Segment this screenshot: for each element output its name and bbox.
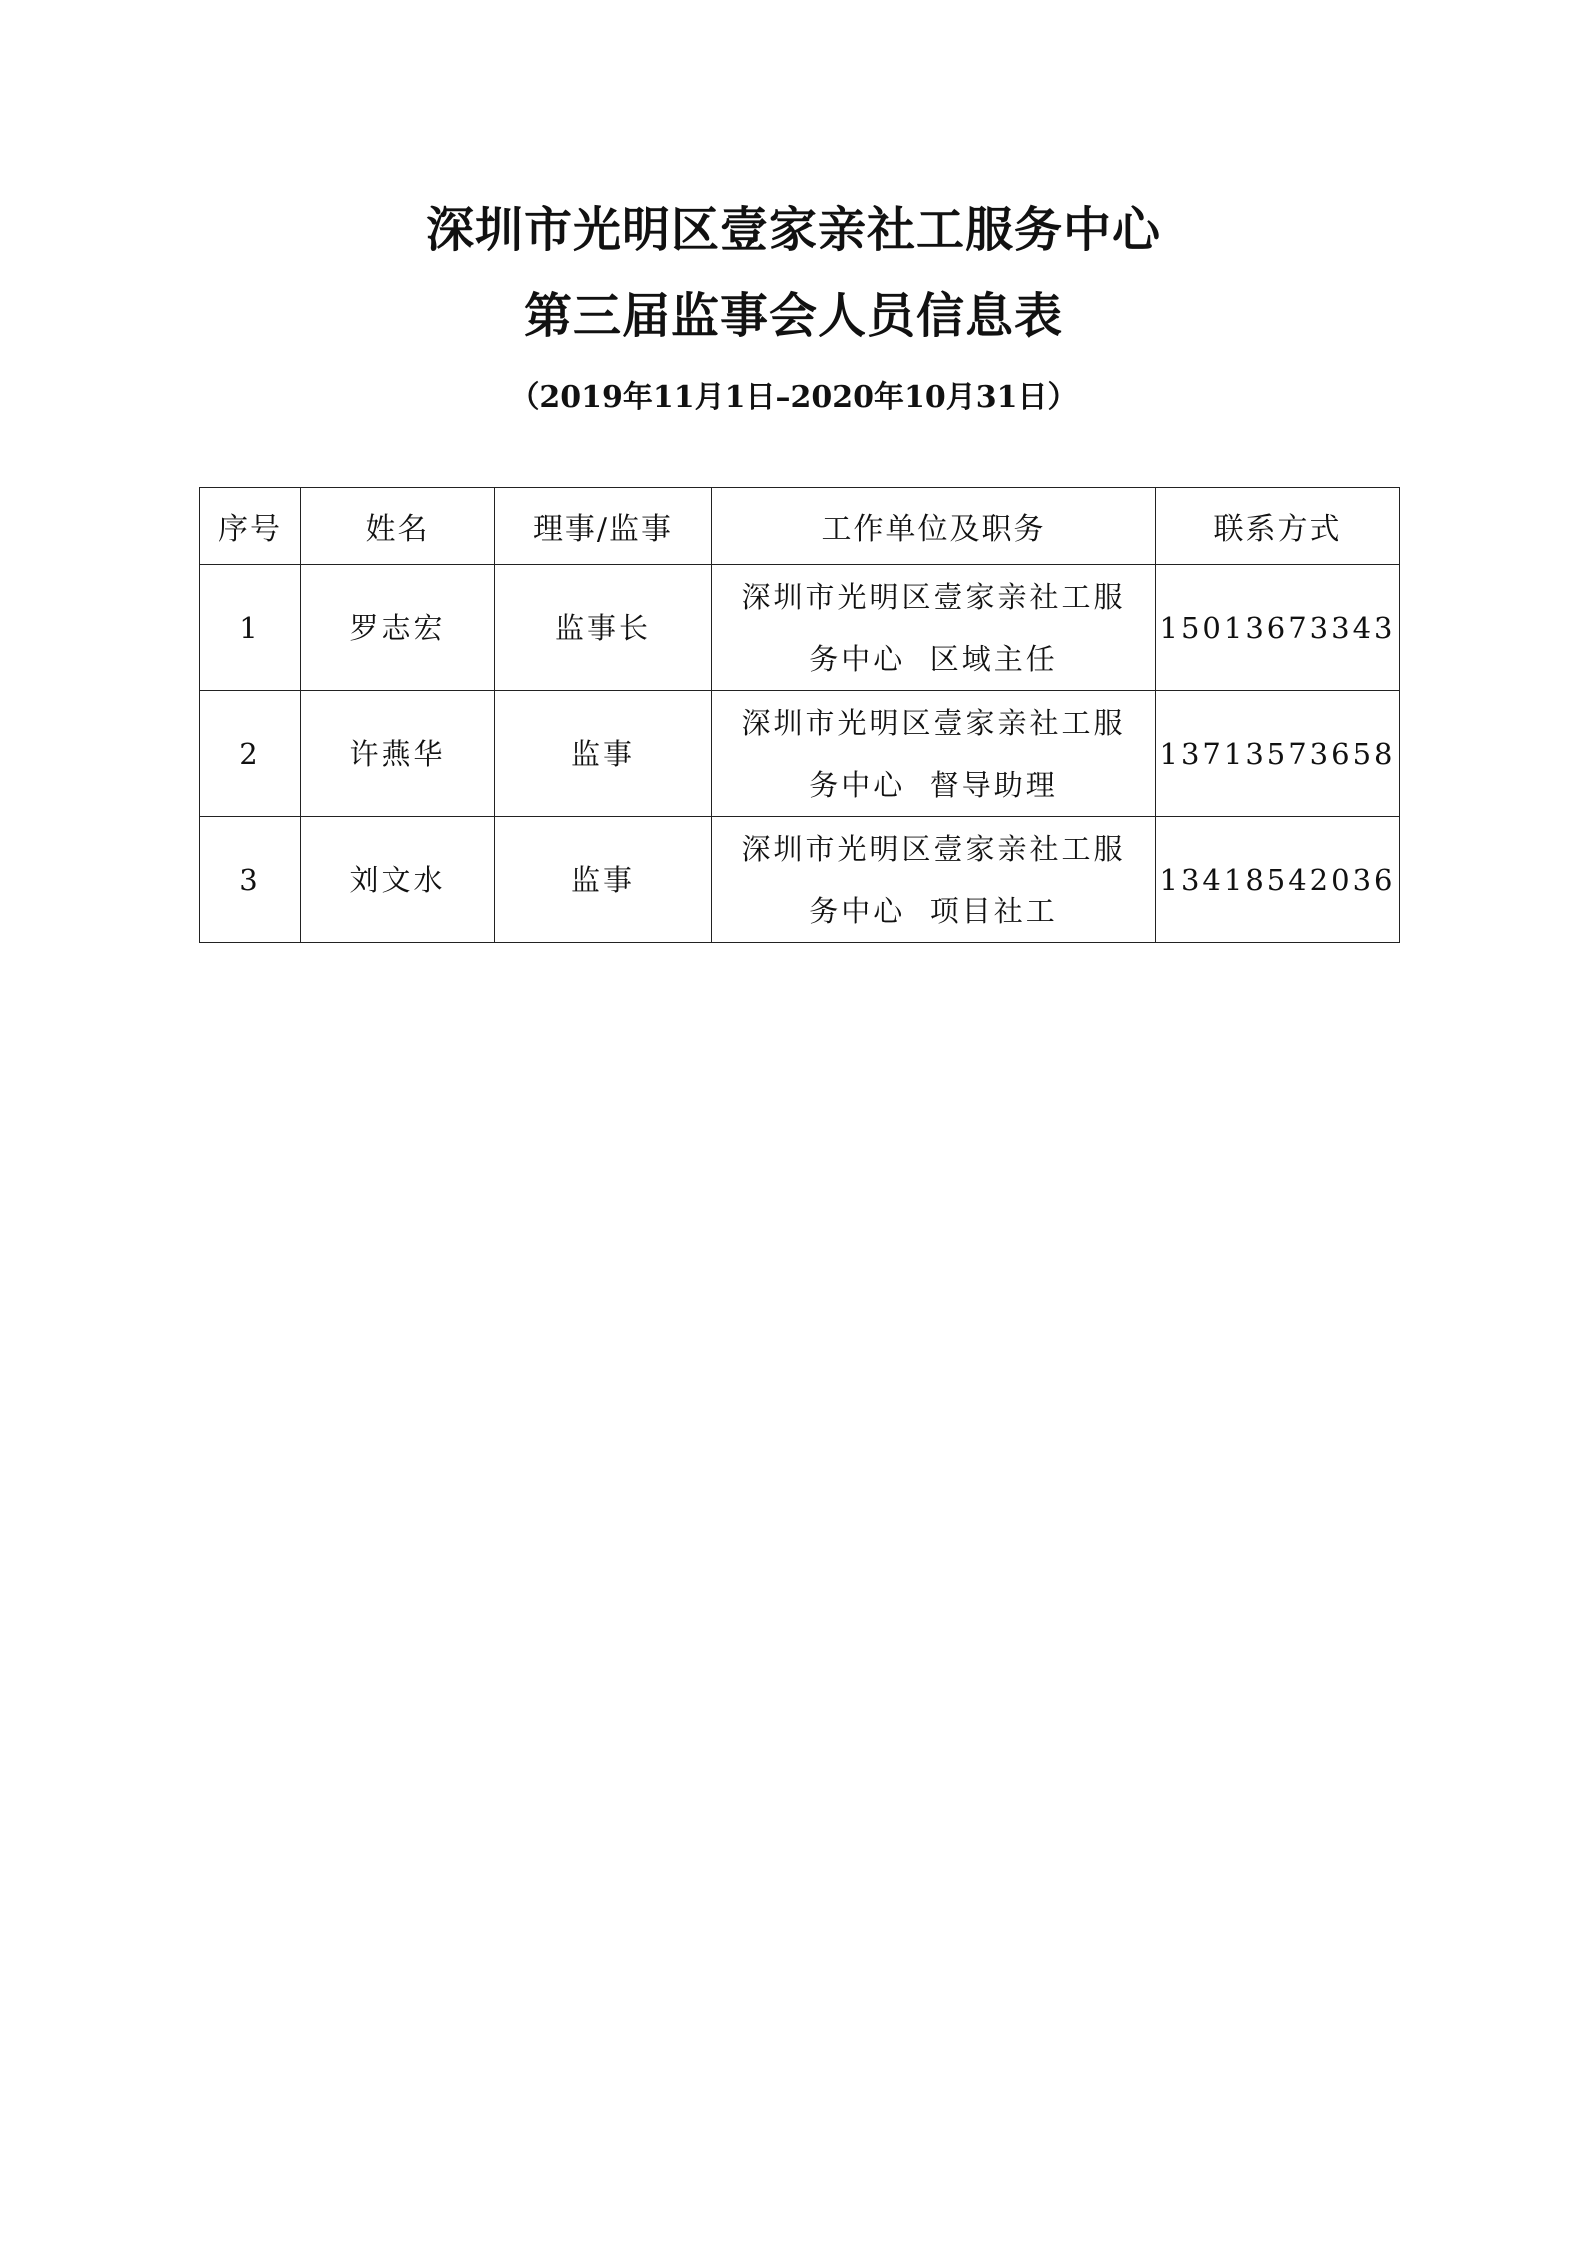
row-unit-line1: 深圳市光明区壹家亲社工服 [741, 831, 1126, 866]
header-role: 理事/监事 [495, 488, 712, 565]
row-index: 1 [200, 565, 301, 691]
row-unit-line2: 务中心 督导助理 [809, 767, 1058, 802]
row-unit [712, 691, 1156, 817]
row-role: 监事长 [495, 565, 712, 691]
document-title-line2: 第三届监事会人员信息表 [523, 288, 1063, 344]
header-name: 姓名 [301, 488, 495, 565]
document-date-range: （2019年11月1日–2020年10月31日） [509, 380, 1078, 415]
table-row [200, 691, 1400, 817]
row-contact: 13418542036 [1156, 817, 1400, 943]
row-unit [712, 817, 1156, 943]
row-unit-line1: 深圳市光明区壹家亲社工服 [741, 705, 1126, 740]
header-index: 序号 [200, 488, 301, 565]
header-unit: 工作单位及职务 [712, 488, 1156, 565]
row-unit-line1: 深圳市光明区壹家亲社工服 [741, 579, 1126, 614]
row-contact: 13713573658 [1156, 691, 1400, 817]
row-name: 刘文水 [301, 817, 495, 943]
row-role: 监事 [495, 691, 712, 817]
row-contact: 15013673343 [1156, 565, 1400, 691]
row-index: 3 [200, 817, 301, 943]
document-title-line1: 深圳市光明区壹家亲社工服务中心 [425, 202, 1161, 258]
row-name: 罗志宏 [301, 565, 495, 691]
row-role: 监事 [495, 817, 712, 943]
header-contact: 联系方式 [1156, 488, 1400, 565]
row-unit-line2: 务中心 区域主任 [809, 641, 1058, 676]
table-header-row [200, 488, 1400, 565]
row-index: 2 [200, 691, 301, 817]
row-name: 许燕华 [301, 691, 495, 817]
table-row [200, 565, 1400, 691]
row-unit [712, 565, 1156, 691]
row-unit-line2: 务中心 项目社工 [809, 893, 1058, 928]
table-row [200, 817, 1400, 943]
supervisor-info-table [199, 487, 1400, 943]
